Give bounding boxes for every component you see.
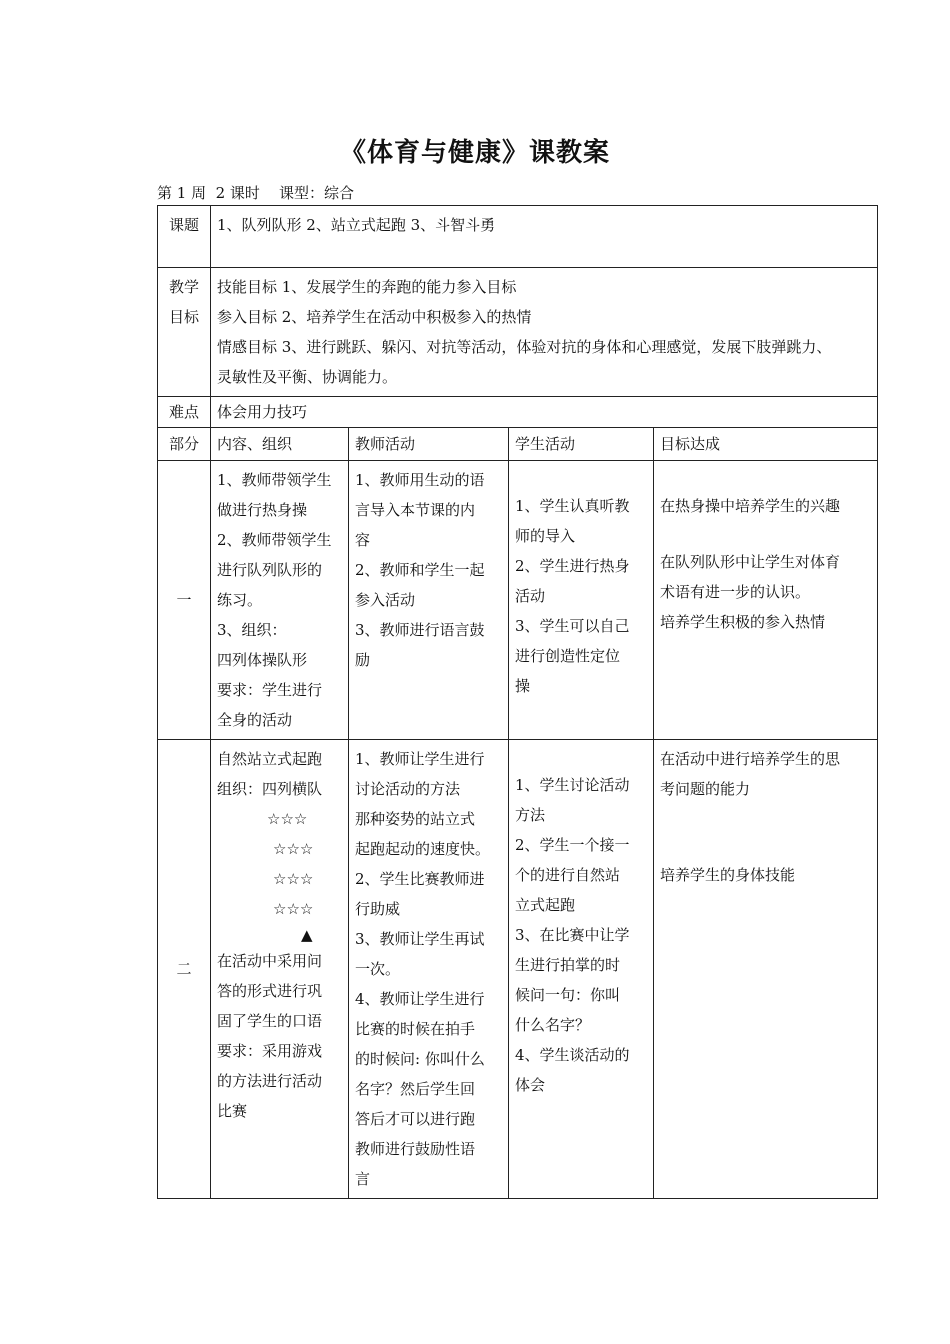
teacher-line: 3、教师进行语言鼓	[355, 621, 485, 639]
teacher-line: 1、教师用生动的语	[355, 471, 485, 489]
teacher-line: 言	[355, 1170, 371, 1188]
goal-achieve-line	[660, 834, 871, 860]
content-line: 要求：采用游戏	[217, 1042, 323, 1060]
part1-row	[158, 461, 878, 740]
header-part: 部分	[158, 428, 211, 461]
content-line: 进行队列队形的	[217, 561, 323, 579]
student-line: 2、学生一个接一	[515, 836, 630, 854]
goals-content	[211, 268, 878, 397]
part2-goal	[654, 740, 878, 1199]
formation-stars-row: ☆☆☆	[273, 900, 314, 918]
goal-achieve-line: 在热身操中培养学生的兴趣	[660, 497, 841, 515]
student-line: 1、学生认真听教	[515, 497, 630, 515]
goal-achieve-line	[660, 804, 871, 834]
teacher-line: 比赛的时候在拍手	[355, 1020, 476, 1038]
teacher-line: 教师进行鼓励性语	[355, 1140, 476, 1158]
student-line: 个的进行自然站	[515, 866, 621, 884]
goal-achieve-line: 术语有进一步的认识。	[660, 583, 811, 601]
student-line: 生进行拍掌的时	[515, 956, 621, 974]
teacher-line: 起跑起动的速度快。	[355, 840, 491, 858]
content-line: 四列体操队形	[217, 651, 308, 669]
student-line: 2、学生进行热身	[515, 557, 630, 575]
content-line: 组织：四列横队	[217, 780, 323, 798]
teacher-line: 名字？然后学生回	[355, 1080, 476, 1098]
part2-label: 二	[158, 740, 211, 1199]
topic-label: 课题	[158, 206, 211, 268]
student-line: 师的导入	[515, 527, 576, 545]
topic-content: 1、队列队形 2、站立式起跑 3、斗智斗勇	[211, 206, 878, 268]
teacher-line: 言导入本节课的内	[355, 501, 476, 519]
teacher-line: 励	[355, 651, 371, 669]
content-line: 答的形式进行巩	[217, 982, 323, 1000]
student-line: 进行创造性定位	[515, 647, 621, 665]
header-teacher: 教师活动	[349, 428, 509, 461]
part2-teacher	[349, 740, 509, 1199]
goal-achieve-line: 培养学生的身体技能	[660, 866, 796, 884]
content-line: 要求：学生进行	[217, 681, 323, 699]
goal-line: 参入目标 2、培养学生在活动中积极参入的热情	[217, 308, 532, 326]
goal-achieve-line: 在活动中进行培养学生的思	[660, 750, 841, 768]
goal-achieve-line: 考问题的能力	[660, 780, 751, 798]
content-line: 自然站立式起跑	[217, 750, 323, 768]
goal-line: 情感目标 3、进行跳跃、躲闪、对抗等活动，体验对抗的身体和心理感觉，发展下肢弹跳力、	[217, 338, 832, 356]
teacher-line: 讨论活动的方法	[355, 780, 461, 798]
student-line: 1、学生讨论活动	[515, 776, 630, 794]
content-line: 3、组织：	[217, 621, 287, 639]
topic-row	[158, 206, 878, 268]
content-line: 的方法进行活动	[217, 1072, 323, 1090]
student-line: 什么名字？	[515, 1016, 591, 1034]
teacher-line: 答后才可以进行跑	[355, 1110, 476, 1128]
goals-label	[158, 268, 211, 397]
lesson-plan-table	[157, 205, 878, 1199]
formation-stars-row: ☆☆☆	[273, 870, 314, 888]
lesson-meta: 第 1 周 2 课时 课型：综合	[157, 184, 355, 202]
header-goal: 目标达成	[654, 428, 878, 461]
content-line: 全身的活动	[217, 711, 293, 729]
header-row	[158, 428, 878, 461]
goal-line: 灵敏性及平衡、协调能力。	[217, 368, 398, 386]
student-line: 3、学生可以自己	[515, 617, 630, 635]
content-line: 固了学生的口语	[217, 1012, 323, 1030]
part1-teacher	[349, 461, 509, 740]
goals-label-line2: 目标	[168, 308, 199, 326]
teacher-line: 一次。	[355, 960, 401, 978]
student-line: 操	[515, 677, 531, 695]
goals-row	[158, 268, 878, 397]
goal-achieve-line	[660, 521, 871, 547]
teacher-line: 容	[355, 531, 371, 549]
formation-stars-row: ☆☆☆	[273, 840, 314, 858]
header-student: 学生活动	[509, 428, 654, 461]
student-line: 候问一句：你叫	[515, 986, 621, 1004]
teacher-line: 参入活动	[355, 591, 416, 609]
teacher-line: 4、教师让学生进行	[355, 990, 485, 1008]
teacher-line: 行助威	[355, 900, 401, 918]
part1-content	[211, 461, 349, 740]
part1-goal	[654, 461, 878, 740]
part2-student	[509, 740, 654, 1199]
difficulty-label: 难点	[158, 397, 211, 428]
student-line: 3、在比赛中让学	[515, 926, 630, 944]
content-line: 做进行热身操	[217, 501, 308, 519]
goal-achieve-line: 在队列队形中让学生对体育	[660, 553, 841, 571]
content-line: 在活动中采用问	[217, 952, 323, 970]
goal-achieve-line: 培养学生积极的参入热情	[660, 613, 826, 631]
part1-label: 一	[158, 461, 211, 740]
goals-label-line1: 教学	[168, 278, 199, 296]
content-line: 练习。	[217, 591, 263, 609]
difficulty-content: 体会用力技巧	[211, 397, 878, 428]
formation-stars-row: ☆☆☆	[267, 810, 308, 828]
goal-line: 技能目标 1、发展学生的奔跑的能力参入目标	[217, 278, 517, 296]
part1-student	[509, 461, 654, 740]
part2-content	[211, 740, 349, 1199]
student-line: 活动	[515, 587, 546, 605]
teacher-line: 2、教师和学生一起	[355, 561, 485, 579]
teacher-line: 1、教师让学生进行	[355, 750, 485, 768]
header-content: 内容、组织	[211, 428, 349, 461]
difficulty-row	[158, 397, 878, 428]
content-line: 1、教师带领学生	[217, 471, 332, 489]
part2-row	[158, 740, 878, 1199]
student-line: 4、学生谈活动的	[515, 1046, 630, 1064]
teacher-position-triangle: ▲	[301, 926, 313, 944]
content-line: 比赛	[217, 1102, 248, 1120]
student-line: 体会	[515, 1076, 546, 1094]
document-title: 《体育与健康》课教案	[339, 138, 610, 168]
teacher-line: 的时候问: 你叫什么	[355, 1050, 485, 1068]
teacher-line: 3、教师让学生再试	[355, 930, 485, 948]
content-line: 2、教师带领学生	[217, 531, 332, 549]
teacher-line: 那种姿势的站立式	[355, 810, 476, 828]
student-line: 方法	[515, 806, 546, 824]
teacher-line: 2、学生比赛教师进	[355, 870, 485, 888]
student-line: 立式起跑	[515, 896, 576, 914]
